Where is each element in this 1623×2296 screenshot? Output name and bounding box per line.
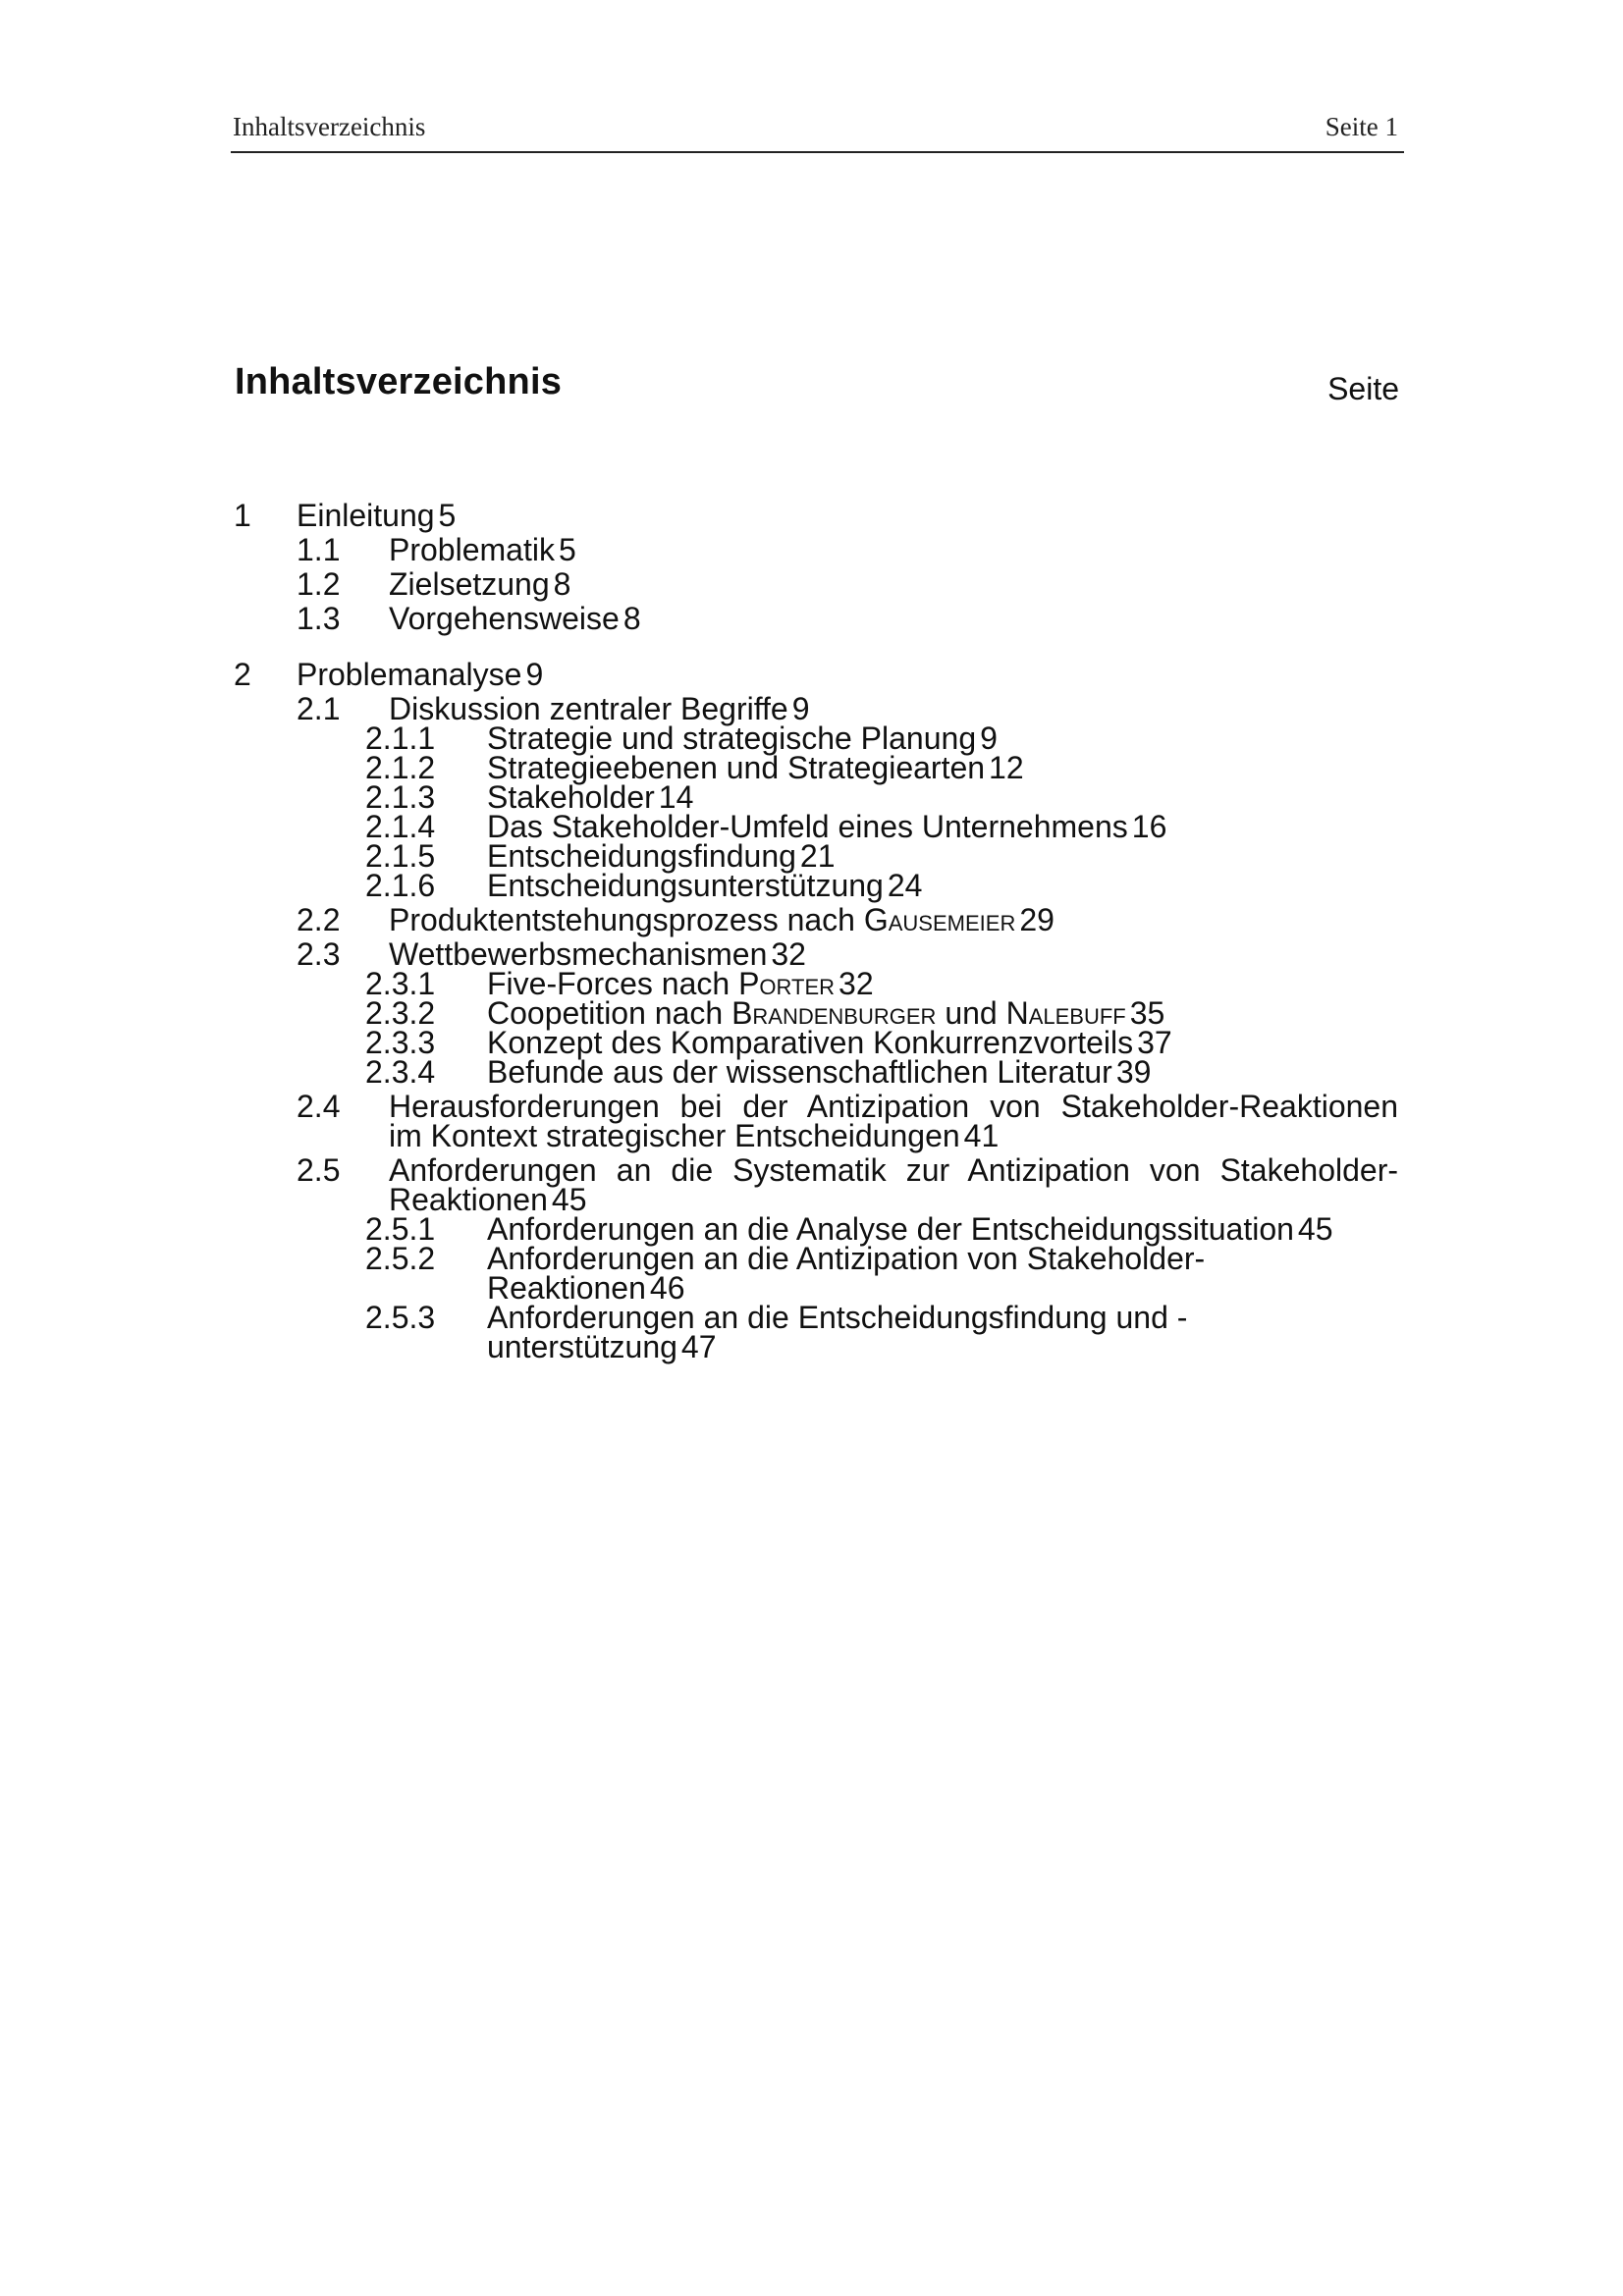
toc-entry-page: 16 xyxy=(1131,809,1167,844)
toc-entry-title: Befunde aus der wissenschaftlichen Literatur xyxy=(487,1054,1112,1090)
toc-entry-number: 2.3.4 xyxy=(365,1054,436,1090)
toc-entry-page: 45 xyxy=(1297,1211,1333,1247)
toc-entry-title: Anforderungen an die Analyse der Entscheidungssituation xyxy=(487,1211,1294,1247)
toc-entry-number: 2.2 xyxy=(297,902,341,937)
toc-entry-page: 9 xyxy=(980,721,998,756)
toc-entry-title: Stakeholder xyxy=(487,779,655,815)
toc-entry-title: Einleitung xyxy=(297,498,435,533)
toc-entry-author: Gausemeier xyxy=(863,902,1016,937)
toc-entry-page: 41 xyxy=(963,1118,1000,1153)
toc-entry-title: Problematik xyxy=(389,532,555,567)
toc-entry-title: Konzept des Komparativen Konkurrenzvorteils xyxy=(487,1025,1134,1060)
toc-entry-page: 37 xyxy=(1137,1025,1172,1060)
toc-entry-title: Reaktionen xyxy=(389,1182,548,1217)
toc-entry-page: 21 xyxy=(799,838,836,874)
toc-entry-page: 47 xyxy=(680,1329,717,1364)
toc-entry-page: 5 xyxy=(438,498,457,533)
toc-entry-title-line1: Herausforderungen bei der Antizipation von Stakeholder-Reaktionen xyxy=(389,1089,1398,1124)
toc-entry-title-mid: und xyxy=(936,995,1006,1031)
toc-entry-number: 2.5 xyxy=(297,1152,341,1188)
toc-entry-author-2: Nalebuff xyxy=(1005,995,1126,1031)
toc-entry-title: Vorgehensweise xyxy=(389,601,620,636)
toc-entry-title: Problemanalyse xyxy=(297,657,522,692)
toc-entry-page: 32 xyxy=(839,966,874,1001)
toc-entry-page: 32 xyxy=(771,936,806,972)
toc-page-column-label: Seite xyxy=(1327,371,1399,406)
toc-entry-title-line1: Anforderungen an die Entscheidungsfindung und - xyxy=(487,1300,1188,1335)
toc-entry-page: 9 xyxy=(525,657,544,692)
toc-entry-page: 8 xyxy=(622,601,641,636)
toc-entry-number: 2.1.2 xyxy=(365,750,436,785)
toc-entry-number: 2.3.3 xyxy=(365,1025,436,1060)
toc-entry-title-line1: Anforderungen an die Systematik zur Antizipation von Stakeholder- xyxy=(389,1152,1398,1188)
toc-entry-number: 2 xyxy=(234,657,251,692)
toc-entry-number: 2.4 xyxy=(297,1089,341,1124)
toc-title: Inhaltsverzeichnis xyxy=(235,361,563,402)
toc-entry-author: Porter xyxy=(738,966,836,1001)
toc-entry-number: 2.3.2 xyxy=(365,995,436,1031)
toc-entry-number: 1.1 xyxy=(297,532,341,567)
toc-entry-title: Reaktionen xyxy=(487,1270,646,1306)
toc-entry-author: Brandenburger xyxy=(731,995,937,1031)
toc-entry-title: Entscheidungsfindung xyxy=(487,838,796,874)
toc-entry-title: Zielsetzung xyxy=(389,566,550,602)
toc-entry-number: 2.1.3 xyxy=(365,779,436,815)
toc-entry-page: 35 xyxy=(1129,995,1165,1031)
toc-entry-1-3[interactable] xyxy=(234,597,1398,640)
toc-entry-title: unterstützung xyxy=(487,1329,677,1364)
toc-entry-number: 2.1 xyxy=(297,691,341,726)
toc-entry-title: Produktentstehungsprozess nach xyxy=(389,902,864,937)
toc-entry-number: 2.3 xyxy=(297,936,341,972)
toc-entry-number: 2.1.6 xyxy=(365,868,436,903)
running-header-page: Seite 1 xyxy=(1325,112,1398,141)
toc-entry-title: Five-Forces nach xyxy=(487,966,739,1001)
toc-entry-number: 2.1.4 xyxy=(365,809,436,844)
toc-entry-number: 1.3 xyxy=(297,601,341,636)
toc-entry-title: Wettbewerbsmechanismen xyxy=(389,936,768,972)
toc-entry-title-line1: Anforderungen an die Antizipation von Stakeholder- xyxy=(487,1241,1206,1276)
toc-entry-number: 1 xyxy=(234,498,251,533)
toc-entry-title: Entscheidungsunterstützung xyxy=(487,868,884,903)
toc-entry-page: 24 xyxy=(887,868,923,903)
running-header-title: Inhaltsverzeichnis xyxy=(233,112,426,141)
toc-entry-title: Coopetition nach xyxy=(487,995,732,1031)
toc-entry-page: 12 xyxy=(989,750,1024,785)
toc-entry-title: Diskussion zentraler Begriffe xyxy=(389,691,788,726)
toc-entry-number: 2.1.5 xyxy=(365,838,436,874)
toc-entry-title: Strategie und strategische Planung xyxy=(487,721,977,756)
toc-entry-number: 2.5.3 xyxy=(365,1300,436,1335)
toc-entry-page: 8 xyxy=(553,566,571,602)
toc-entry-page: 46 xyxy=(649,1270,685,1306)
toc-entry-page: 5 xyxy=(558,532,576,567)
toc-entry-page: 9 xyxy=(791,691,810,726)
toc-entry-number: 2.5.2 xyxy=(365,1241,436,1276)
toc-entry-page: 29 xyxy=(1019,902,1055,937)
toc-entry-number: 1.2 xyxy=(297,566,341,602)
toc-entry-number: 2.1.1 xyxy=(365,721,436,756)
toc-entry-title: Strategieebenen und Strategiearten xyxy=(487,750,986,785)
toc-entry-page: 45 xyxy=(551,1182,587,1217)
toc-entry-page: 39 xyxy=(1115,1054,1152,1090)
toc-entry-2-5-3-continued[interactable] xyxy=(234,1325,1398,1368)
toc-entry-page: 14 xyxy=(658,779,694,815)
toc-entry-number: 2.3.1 xyxy=(365,966,436,1001)
toc-entry-number: 2.5.1 xyxy=(365,1211,436,1247)
toc-entry-title: im Kontext strategischer Entscheidungen xyxy=(389,1118,960,1153)
running-header xyxy=(231,108,1404,153)
toc-entry-title: Das Stakeholder-Umfeld eines Unternehmens xyxy=(487,809,1128,844)
